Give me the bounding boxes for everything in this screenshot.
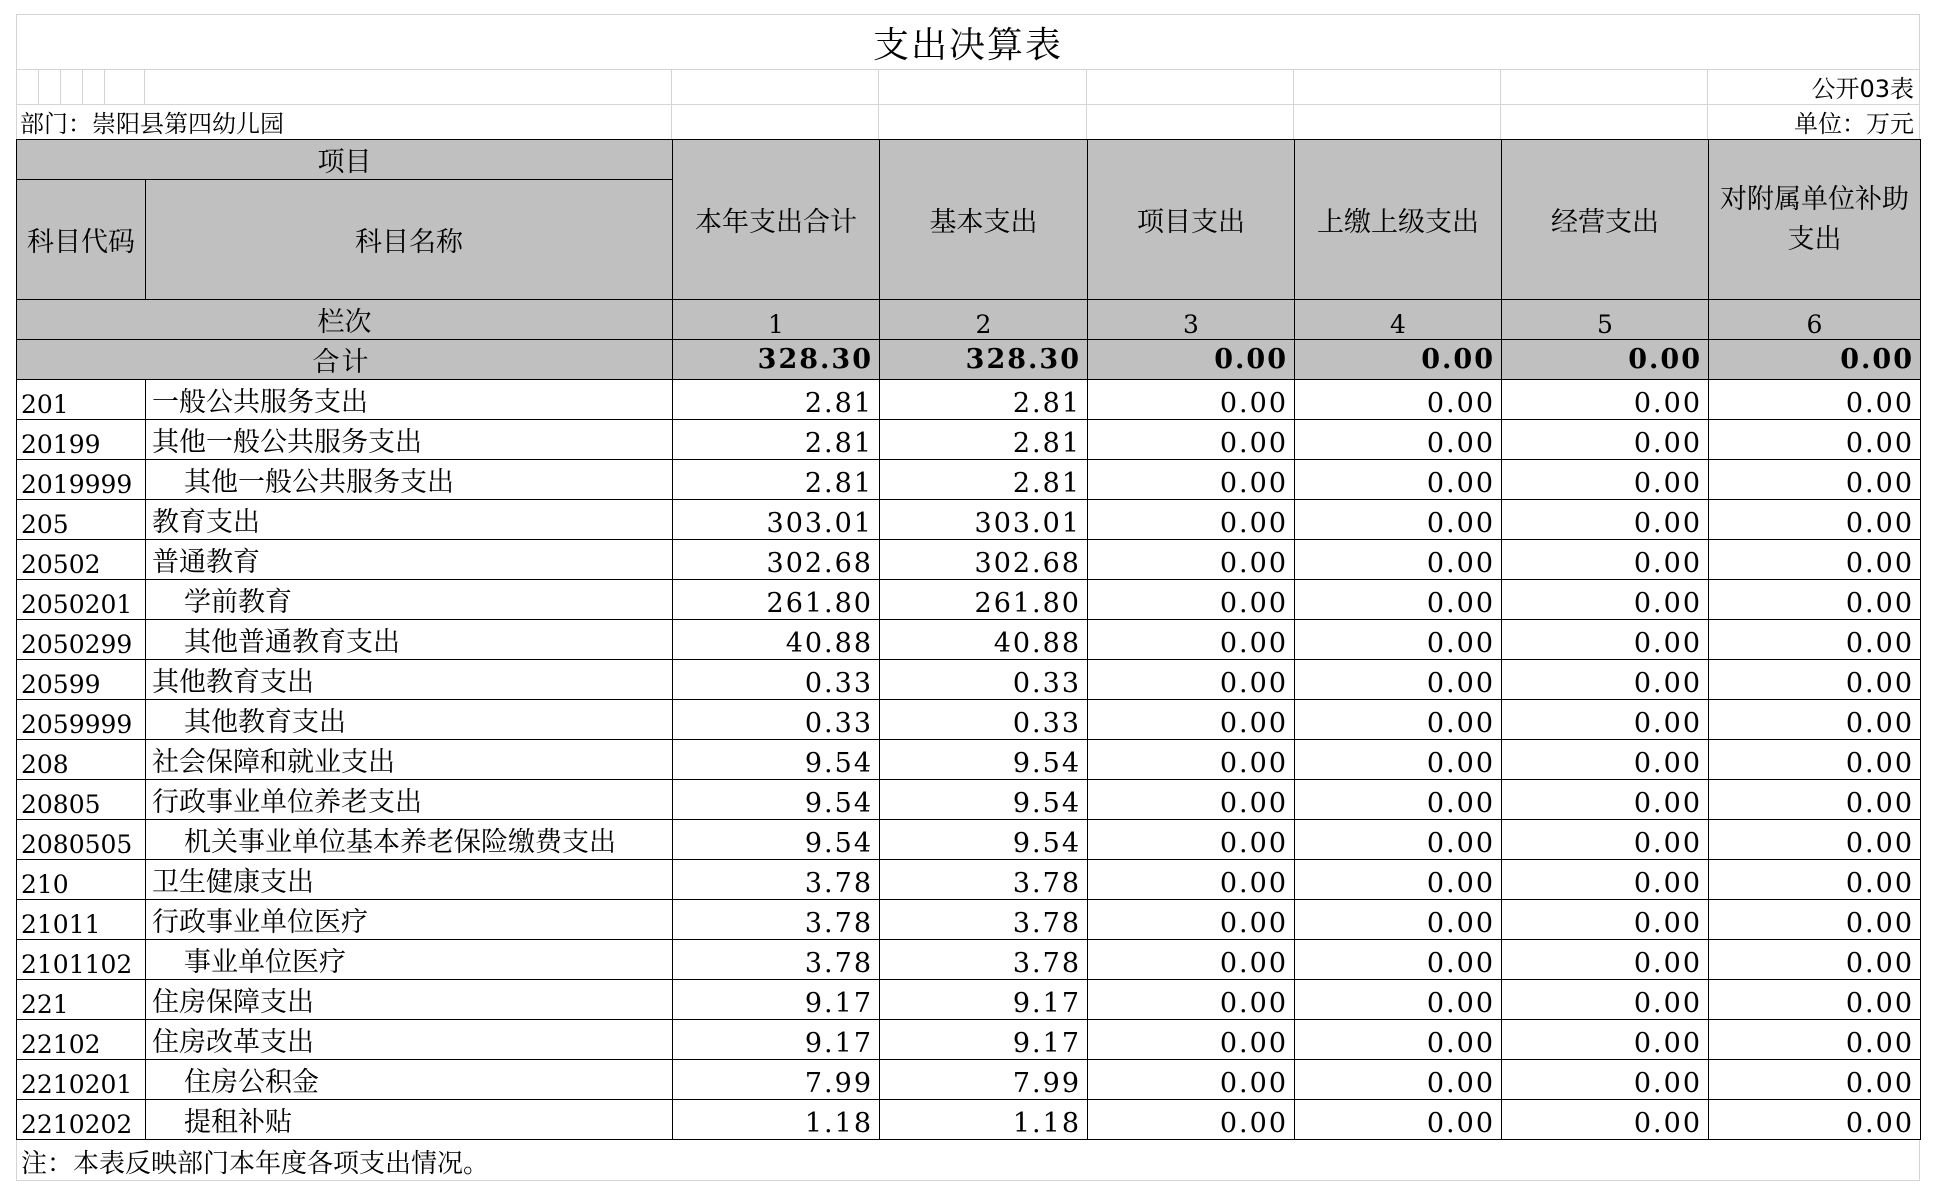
amount-cell: 0.00 [1088, 380, 1295, 420]
spreadsheet [16, 14, 1920, 1181]
amount-cell: 0.00 [1709, 980, 1921, 1020]
amount-cell: 9.54 [880, 780, 1088, 820]
amount-cell: 0.00 [1709, 860, 1921, 900]
amount-cell: 0.00 [1502, 460, 1709, 500]
amount-cell: 0.00 [1295, 1020, 1502, 1060]
amount-cell: 9.17 [673, 1020, 880, 1060]
amount-cell: 0.00 [1502, 500, 1709, 540]
amount-cell: 0.00 [1295, 540, 1502, 580]
subject-code: 2210202 [17, 1100, 146, 1140]
table-row [17, 820, 1921, 860]
amount-cell: 0.00 [1709, 580, 1921, 620]
table-row [17, 620, 1921, 660]
subject-name: 住房公积金 [146, 1060, 673, 1100]
amount-cell: 0.00 [1502, 820, 1709, 860]
amount-cell: 0.00 [1295, 860, 1502, 900]
subject-code: 2050201 [17, 580, 146, 620]
amount-cell: 0.00 [1295, 740, 1502, 780]
subject-name: 其他普通教育支出 [146, 620, 673, 660]
header-name: 科目名称 [146, 180, 673, 300]
amount-cell: 1.18 [673, 1100, 880, 1140]
subject-code: 2059999 [17, 700, 146, 740]
index-cell: 5 [1502, 300, 1709, 340]
amount-cell: 302.68 [880, 540, 1088, 580]
subject-name: 机关事业单位基本养老保险缴费支出 [146, 820, 673, 860]
amount-cell: 0.00 [1502, 1060, 1709, 1100]
amount-cell: 0.00 [1502, 940, 1709, 980]
amount-cell: 0.00 [1709, 540, 1921, 580]
table-row [17, 500, 1921, 540]
amount-cell: 0.00 [1088, 420, 1295, 460]
amount-cell: 0.00 [1709, 1060, 1921, 1100]
subject-code: 2019999 [17, 460, 146, 500]
amount-cell: 0.00 [1088, 1060, 1295, 1100]
subject-code: 205 [17, 500, 146, 540]
subject-name: 社会保障和就业支出 [146, 740, 673, 780]
amount-cell: 0.00 [1502, 780, 1709, 820]
amount-cell: 0.00 [1709, 460, 1921, 500]
amount-cell: 0.00 [1295, 940, 1502, 980]
subject-name: 行政事业单位养老支出 [146, 780, 673, 820]
amount-cell: 0.00 [1502, 860, 1709, 900]
amount-cell: 0.00 [1709, 780, 1921, 820]
subject-name: 学前教育 [146, 580, 673, 620]
amount-cell: 0.00 [1295, 700, 1502, 740]
amount-cell: 2.81 [673, 460, 880, 500]
amount-cell: 3.78 [673, 940, 880, 980]
index-cell: 3 [1088, 300, 1295, 340]
amount-cell: 7.99 [880, 1060, 1088, 1100]
amount-cell: 0.00 [1502, 620, 1709, 660]
amount-cell: 0.00 [1088, 620, 1295, 660]
index-row [17, 300, 1921, 340]
subject-code: 21011 [17, 900, 146, 940]
table-row [17, 940, 1921, 980]
amount-cell: 1.18 [880, 1100, 1088, 1140]
amount-cell: 0.00 [1088, 940, 1295, 980]
subject-code: 2210201 [17, 1060, 146, 1100]
amount-cell: 303.01 [673, 500, 880, 540]
subject-name: 住房保障支出 [146, 980, 673, 1020]
subject-name: 教育支出 [146, 500, 673, 540]
header-code: 科目代码 [17, 180, 146, 300]
table-row [17, 540, 1921, 580]
table-row [17, 900, 1921, 940]
table-row [17, 700, 1921, 740]
amount-cell: 0.00 [1088, 980, 1295, 1020]
header-operating-expenditure: 经营支出 [1502, 140, 1709, 300]
amount-cell: 0.00 [1088, 460, 1295, 500]
form-number-row [16, 69, 1920, 104]
amount-cell: 9.54 [673, 780, 880, 820]
subject-name: 其他教育支出 [146, 700, 673, 740]
header-project-expenditure: 项目支出 [1088, 140, 1295, 300]
subject-code: 20199 [17, 420, 146, 460]
subject-code: 201 [17, 380, 146, 420]
table-row [17, 580, 1921, 620]
amount-cell: 0.00 [1709, 380, 1921, 420]
subject-code: 20805 [17, 780, 146, 820]
amount-cell: 0.00 [1502, 700, 1709, 740]
table-row [17, 460, 1921, 500]
index-cell: 6 [1709, 300, 1921, 340]
subject-code: 20502 [17, 540, 146, 580]
amount-cell: 0.00 [1088, 740, 1295, 780]
table-row [17, 660, 1921, 700]
table-row [17, 1100, 1921, 1140]
expenditure-table [16, 139, 1921, 1140]
subject-code: 208 [17, 740, 146, 780]
amount-cell: 0.00 [1295, 660, 1502, 700]
unit-label: 单位：万元 [1794, 110, 1914, 138]
subject-name: 卫生健康支出 [146, 860, 673, 900]
subject-name: 事业单位医疗 [146, 940, 673, 980]
header-basic-expenditure: 基本支出 [880, 140, 1088, 300]
footnote: 注：本表反映部门本年度各项支出情况。 [16, 1140, 1920, 1181]
table-row [17, 380, 1921, 420]
amount-cell: 9.17 [673, 980, 880, 1020]
subject-code: 221 [17, 980, 146, 1020]
amount-cell: 0.00 [1709, 500, 1921, 540]
header-remit-superior: 上缴上级支出 [1295, 140, 1502, 300]
amount-cell: 0.00 [1709, 820, 1921, 860]
amount-cell: 0.00 [1088, 700, 1295, 740]
amount-cell: 0.00 [1502, 740, 1709, 780]
total-cell: 0.00 [1088, 340, 1295, 380]
amount-cell: 0.00 [1502, 380, 1709, 420]
total-cell: 0.00 [1295, 340, 1502, 380]
subject-name: 一般公共服务支出 [146, 380, 673, 420]
amount-cell: 0.33 [880, 700, 1088, 740]
amount-cell: 2.81 [880, 380, 1088, 420]
subject-code: 2080505 [17, 820, 146, 860]
form-number: 公开03表 [1811, 75, 1914, 103]
amount-cell: 0.00 [1088, 500, 1295, 540]
amount-cell: 0.00 [1088, 860, 1295, 900]
amount-cell: 3.78 [673, 860, 880, 900]
amount-cell: 9.54 [673, 740, 880, 780]
amount-cell: 0.00 [1709, 1020, 1921, 1060]
amount-cell: 9.54 [673, 820, 880, 860]
amount-cell: 0.00 [1502, 660, 1709, 700]
index-label: 栏次 [17, 300, 673, 340]
amount-cell: 0.33 [673, 660, 880, 700]
amount-cell: 0.00 [1709, 420, 1921, 460]
amount-cell: 0.00 [1088, 540, 1295, 580]
amount-cell: 3.78 [880, 900, 1088, 940]
amount-cell: 7.99 [673, 1060, 880, 1100]
amount-cell: 0.00 [1295, 420, 1502, 460]
amount-cell: 0.00 [1088, 900, 1295, 940]
amount-cell: 261.80 [673, 580, 880, 620]
total-cell: 328.30 [673, 340, 880, 380]
amount-cell: 0.00 [1709, 940, 1921, 980]
header-total-expenditure: 本年支出合计 [673, 140, 880, 300]
amount-cell: 0.00 [1502, 980, 1709, 1020]
table-row [17, 740, 1921, 780]
total-cell: 0.00 [1502, 340, 1709, 380]
amount-cell: 0.00 [1709, 660, 1921, 700]
amount-cell: 0.33 [673, 700, 880, 740]
subject-code: 2050299 [17, 620, 146, 660]
report-title: 支出决算表 [16, 14, 1920, 69]
subject-name: 提租补贴 [146, 1100, 673, 1140]
amount-cell: 0.00 [1295, 580, 1502, 620]
amount-cell: 0.00 [1502, 1100, 1709, 1140]
amount-cell: 0.00 [1502, 420, 1709, 460]
amount-cell: 0.00 [1295, 1060, 1502, 1100]
subject-name: 行政事业单位医疗 [146, 900, 673, 940]
total-row [17, 340, 1921, 380]
amount-cell: 0.00 [1295, 380, 1502, 420]
amount-cell: 0.00 [1295, 820, 1502, 860]
subject-name: 其他教育支出 [146, 660, 673, 700]
total-label: 合计 [17, 340, 673, 380]
amount-cell: 0.00 [1709, 740, 1921, 780]
amount-cell: 0.00 [1295, 900, 1502, 940]
amount-cell: 0.00 [1709, 900, 1921, 940]
amount-cell: 2.81 [880, 460, 1088, 500]
subject-name: 住房改革支出 [146, 1020, 673, 1060]
amount-cell: 9.17 [880, 980, 1088, 1020]
amount-cell: 9.54 [880, 740, 1088, 780]
amount-cell: 0.00 [1088, 1020, 1295, 1060]
amount-cell: 0.00 [1295, 780, 1502, 820]
subject-code: 22102 [17, 1020, 146, 1060]
amount-cell: 3.78 [673, 900, 880, 940]
table-row [17, 980, 1921, 1020]
amount-cell: 0.00 [1295, 460, 1502, 500]
amount-cell: 9.17 [880, 1020, 1088, 1060]
amount-cell: 3.78 [880, 940, 1088, 980]
total-cell: 0.00 [1709, 340, 1921, 380]
amount-cell: 0.00 [1295, 620, 1502, 660]
table-row [17, 860, 1921, 900]
amount-cell: 0.00 [1088, 660, 1295, 700]
amount-cell: 2.81 [673, 380, 880, 420]
amount-cell: 0.00 [1088, 820, 1295, 860]
table-row [17, 420, 1921, 460]
amount-cell: 0.00 [1295, 980, 1502, 1020]
header-project: 项目 [17, 140, 673, 180]
amount-cell: 303.01 [880, 500, 1088, 540]
table-row [17, 1020, 1921, 1060]
amount-cell: 0.00 [1709, 700, 1921, 740]
amount-cell: 261.80 [880, 580, 1088, 620]
amount-cell: 0.00 [1502, 540, 1709, 580]
header-subsidy-affiliated: 对附属单位补助支出 [1709, 140, 1921, 300]
index-cell: 2 [880, 300, 1088, 340]
amount-cell: 0.00 [1502, 580, 1709, 620]
total-cell: 328.30 [880, 340, 1088, 380]
amount-cell: 0.00 [1709, 620, 1921, 660]
amount-cell: 302.68 [673, 540, 880, 580]
amount-cell: 2.81 [880, 420, 1088, 460]
amount-cell: 0.00 [1295, 1100, 1502, 1140]
amount-cell: 2.81 [673, 420, 880, 460]
subject-name: 普通教育 [146, 540, 673, 580]
table-row [17, 780, 1921, 820]
subject-code: 2101102 [17, 940, 146, 980]
table-row [17, 1060, 1921, 1100]
subject-code: 20599 [17, 660, 146, 700]
amount-cell: 0.00 [1088, 580, 1295, 620]
department-row [16, 104, 1920, 139]
subject-name: 其他一般公共服务支出 [146, 420, 673, 460]
amount-cell: 0.33 [880, 660, 1088, 700]
subject-code: 210 [17, 860, 146, 900]
amount-cell: 0.00 [1502, 900, 1709, 940]
amount-cell: 40.88 [880, 620, 1088, 660]
amount-cell: 40.88 [673, 620, 880, 660]
department-label: 部门：崇阳县第四幼儿园 [20, 110, 284, 138]
amount-cell: 0.00 [1088, 1100, 1295, 1140]
amount-cell: 0.00 [1295, 500, 1502, 540]
amount-cell: 0.00 [1088, 780, 1295, 820]
amount-cell: 3.78 [880, 860, 1088, 900]
index-cell: 4 [1295, 300, 1502, 340]
subject-name: 其他一般公共服务支出 [146, 460, 673, 500]
amount-cell: 9.54 [880, 820, 1088, 860]
amount-cell: 0.00 [1709, 1100, 1921, 1140]
index-cell: 1 [673, 300, 880, 340]
amount-cell: 0.00 [1502, 1020, 1709, 1060]
